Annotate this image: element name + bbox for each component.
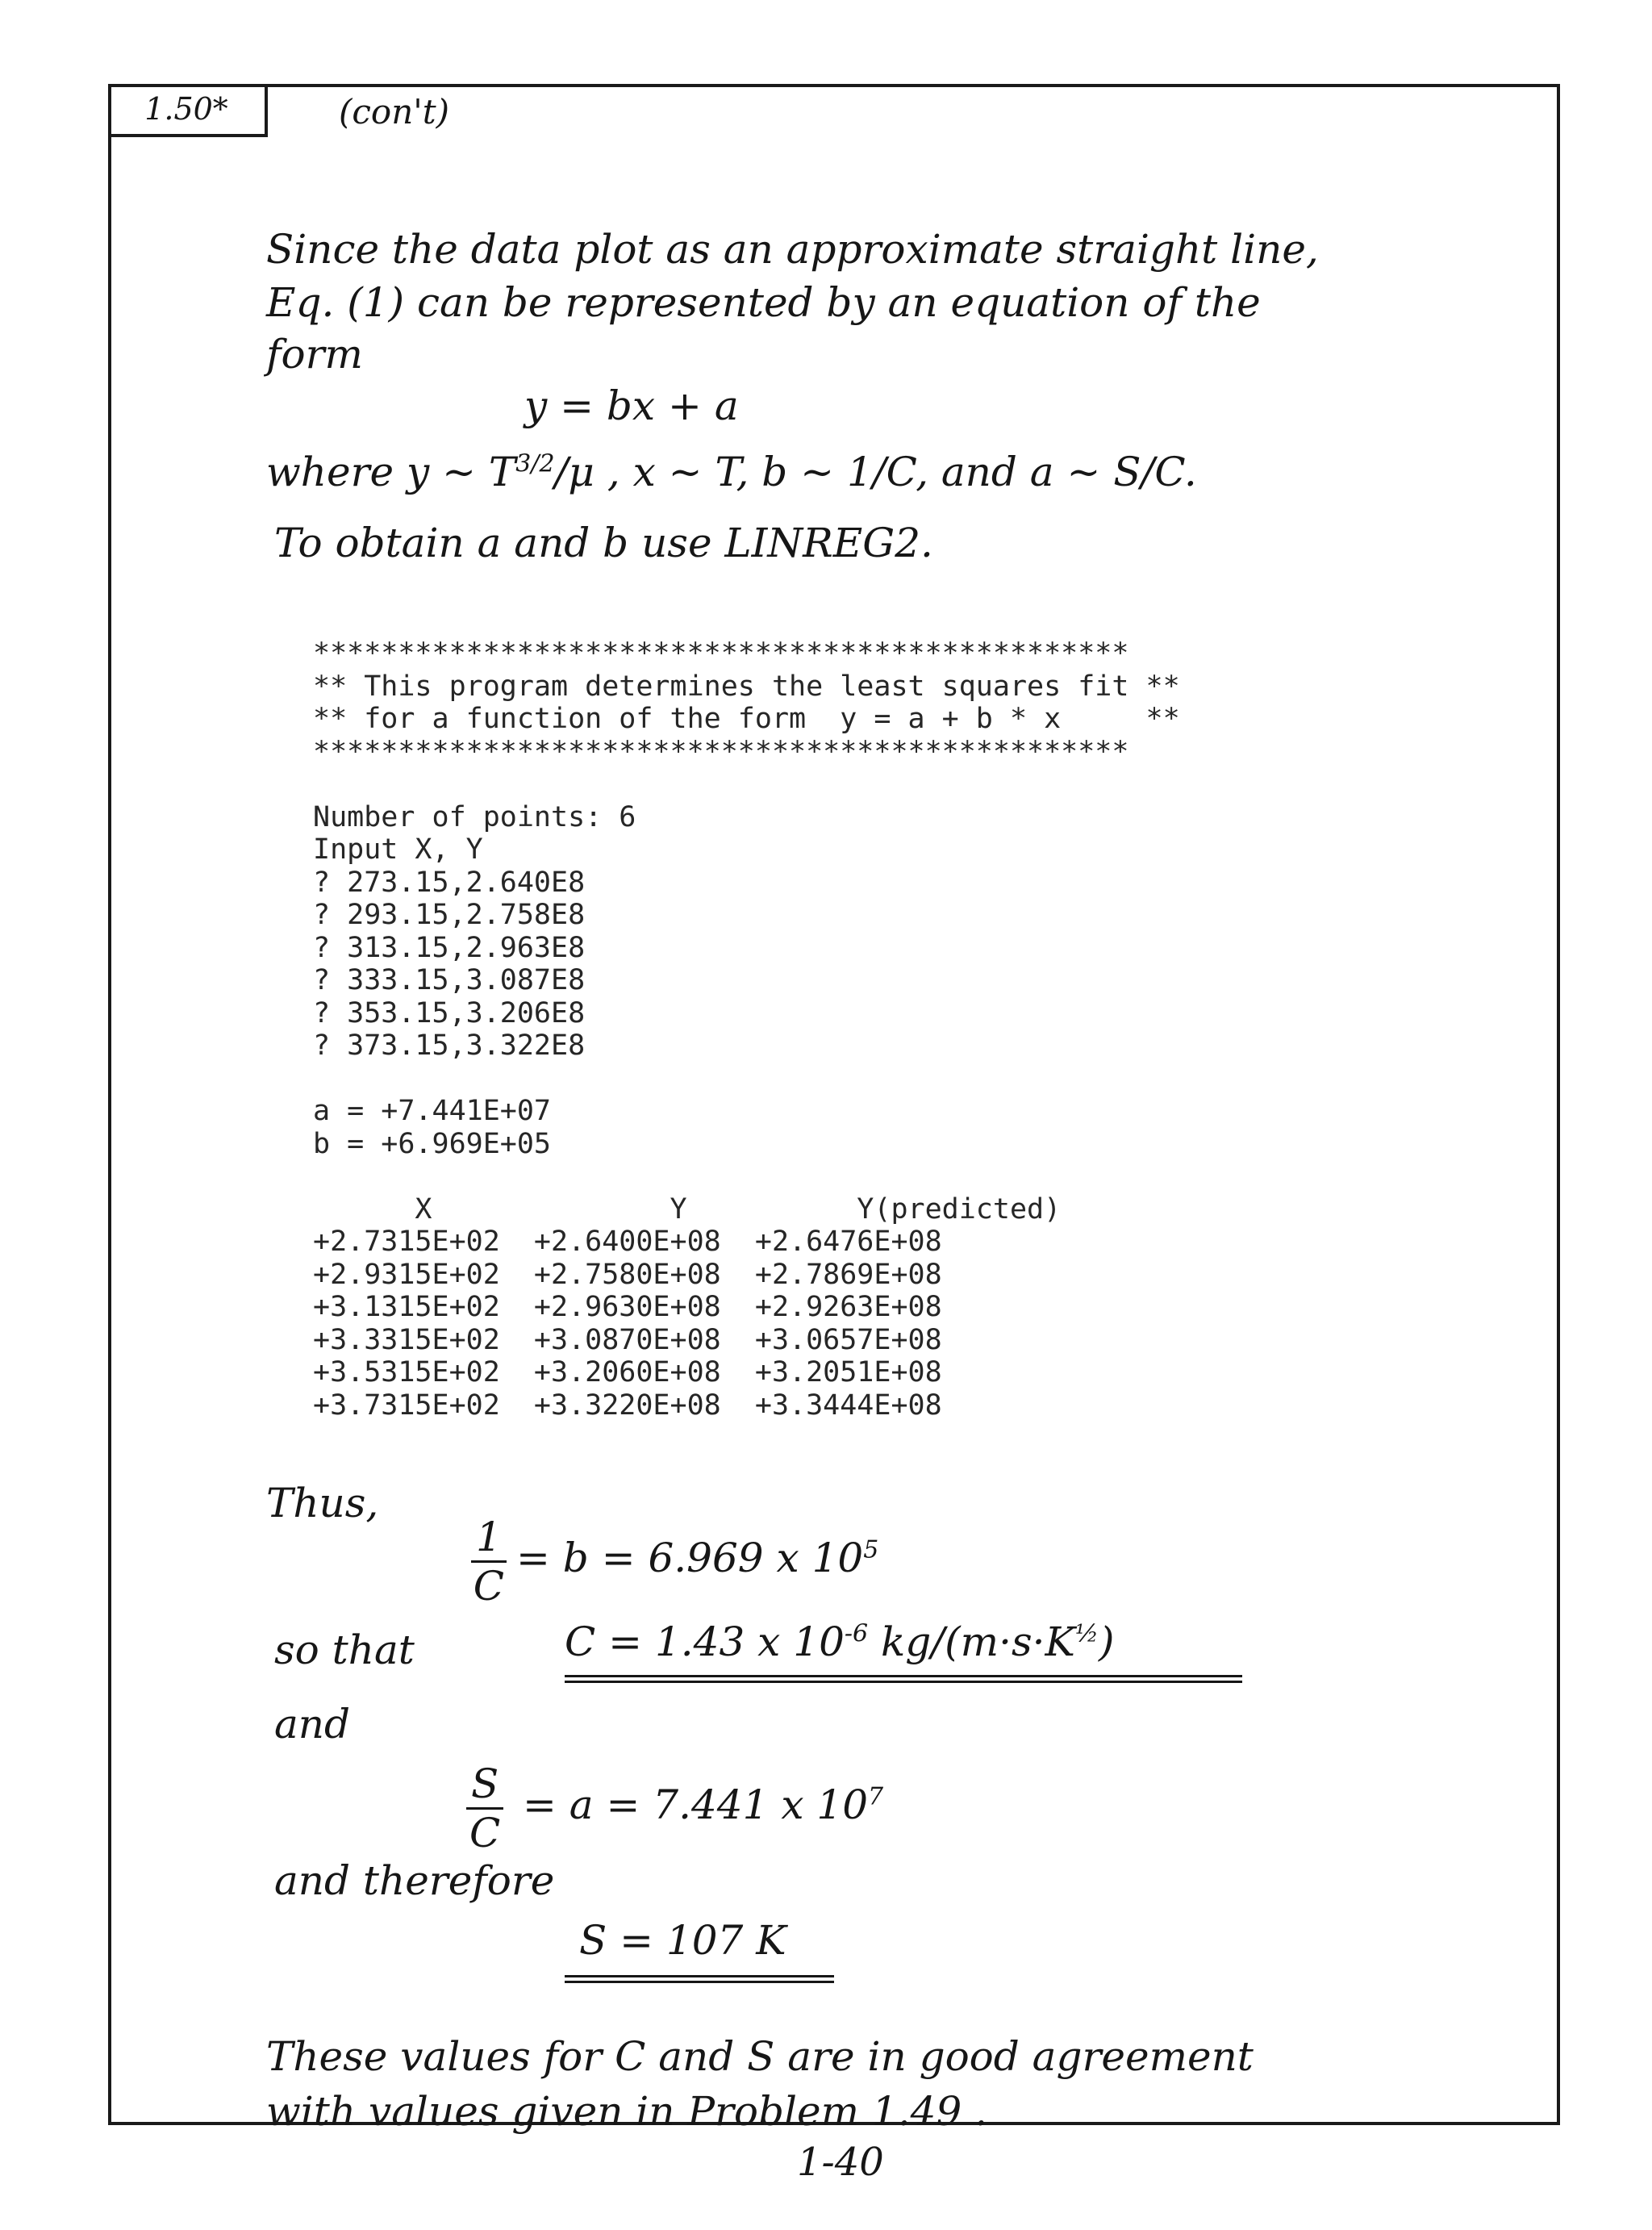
and-therefore-label: and therefore <box>274 1857 555 1904</box>
a-equation-text: = a = 7.441 x 10 <box>523 1781 869 1828</box>
program-output-line: ** This program determines the least squares fit ** <box>313 670 1180 703</box>
where-exponent: 3/2 <box>515 449 555 478</box>
s-result: S = 107 K <box>579 1917 786 1964</box>
program-output-line <box>313 768 1180 801</box>
program-output-line <box>313 1063 1180 1096</box>
fraction-2-numerator: S <box>466 1764 503 1810</box>
program-output-line: +2.7315E+02 +2.6400E+08 +2.6476E+08 <box>313 1226 942 1258</box>
a-equation-exponent: 7 <box>868 1782 884 1811</box>
intro-line-3: form <box>266 331 363 378</box>
fraction-s-over-c <box>466 1760 503 1856</box>
where-prefix: where <box>266 449 394 495</box>
program-output-line: ** for a function of the form y = a + b * x ** <box>313 703 1180 735</box>
where-line <box>266 449 1197 495</box>
program-output-line: a = +7.441E+07 <box>313 1095 552 1127</box>
program-output-line <box>313 1160 1180 1193</box>
fraction-1-over-c <box>471 1514 507 1610</box>
program-output-line: ? 373.15,3.322E8 <box>313 1029 586 1062</box>
b-equation-exponent: 5 <box>863 1535 879 1564</box>
so-that-label: so that <box>274 1627 415 1673</box>
c-result-underline <box>565 1675 1242 1683</box>
program-output-line: X Y Y(predicted) <box>313 1192 1062 1226</box>
program-output-line: ? 313.15,2.963E8 <box>313 931 586 964</box>
page-number: 1-40 <box>797 2140 884 2185</box>
s-result-underline <box>565 1975 834 1983</box>
program-output-line: ? 333.15,3.087E8 <box>313 964 586 996</box>
where-rest: /μ , x ~ T, b ~ 1/C, and a ~ S/C. <box>554 449 1197 495</box>
c-units-end: ) <box>1098 1618 1115 1665</box>
c-result-text: C = 1.43 x 10 <box>565 1618 845 1665</box>
program-output-line: b = +6.969E+05 <box>313 1127 552 1160</box>
fraction-2-denominator: C <box>469 1810 501 1856</box>
conclusion-line-2: with values given in Problem 1.49 . <box>266 2088 988 2135</box>
program-output-line: ************************************************ <box>313 735 1129 768</box>
problem-number: 1.50* <box>144 91 228 127</box>
program-output-line: ? 293.15,2.758E8 <box>313 899 586 931</box>
program-output-line: +3.5315E+02 +3.2060E+08 +3.2051E+08 <box>313 1356 942 1389</box>
thus-label: Thus, <box>266 1480 379 1526</box>
c-units-exponent: ½ <box>1074 1619 1099 1648</box>
intro-line-2: Eq. (1) can be represented by an equation of the <box>266 279 1261 326</box>
program-output <box>313 637 1180 1422</box>
c-units: kg/(m·s·K <box>868 1618 1075 1665</box>
program-output-line: ************************************************ <box>313 637 1129 670</box>
b-equation <box>516 1535 879 1581</box>
program-output-line: ? 353.15,3.206E8 <box>313 996 586 1029</box>
conclusion-line-1: These values for C and S are in good agreement <box>266 2033 1254 2080</box>
program-output-line: +3.1315E+02 +2.9630E+08 +2.9263E+08 <box>313 1291 942 1323</box>
program-output-line: +2.9315E+02 +2.7580E+08 +2.7869E+08 <box>313 1258 942 1291</box>
c-result-exponent: -6 <box>844 1619 869 1648</box>
where-y: y ~ T <box>407 449 516 495</box>
fraction-1-numerator: 1 <box>471 1517 507 1563</box>
problem-number-box <box>108 84 268 137</box>
linreg-line: To obtain a and b use LINREG2. <box>274 520 933 566</box>
program-output-line: +3.7315E+02 +3.3220E+08 +3.3444E+08 <box>313 1389 942 1422</box>
continued-note: (con't) <box>339 92 450 132</box>
program-output-line: ? 273.15,2.640E8 <box>313 866 586 899</box>
program-output-line: +3.3315E+02 +3.0870E+08 +3.0657E+08 <box>313 1323 942 1356</box>
and-label: and <box>274 1701 351 1748</box>
program-output-line: Number of points: 6 <box>313 800 636 833</box>
linear-equation: y = bx + a <box>524 382 739 429</box>
program-output-line: Input X, Y <box>313 833 483 866</box>
a-equation <box>523 1781 884 1828</box>
b-equation-text: = b = 6.969 x 10 <box>516 1535 864 1581</box>
c-result <box>565 1618 1115 1665</box>
intro-line-1: Since the data plot as an approximate straight line, <box>266 226 1319 273</box>
fraction-1-denominator: C <box>473 1563 505 1610</box>
